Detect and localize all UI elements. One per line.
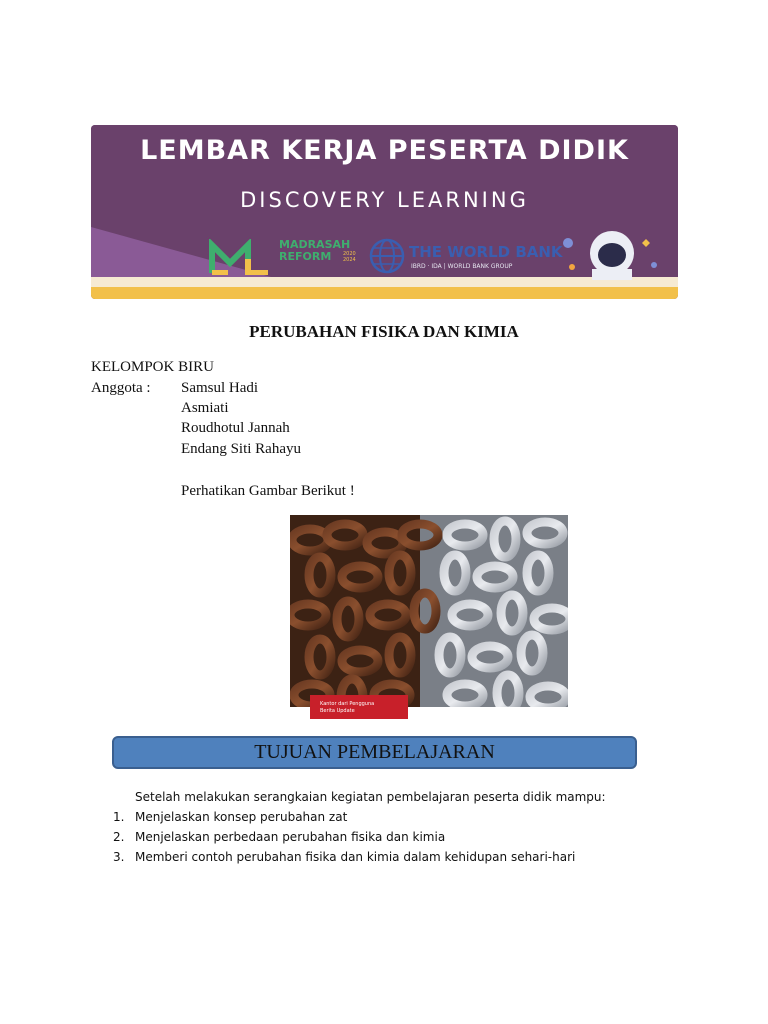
world-bank-globe-icon	[369, 238, 405, 274]
list-item-number: 3.	[113, 850, 125, 864]
member-name: Endang Siti Rahayu	[181, 441, 301, 457]
objectives-intro: Setelah melakukan serangkaian kegiatan pembelajaran peserta didik mampu:	[135, 790, 606, 804]
member-name: Asmiati	[181, 400, 229, 416]
header-banner	[91, 125, 678, 299]
banner-subtitle: DISCOVERY LEARNING	[240, 188, 529, 212]
rusty-and-galvanized-chain-photo	[290, 515, 568, 707]
list-item-text: Menjelaskan konsep perubahan zat	[135, 810, 348, 824]
world-bank-logo-subtext: IBRD · IDA | WORLD BANK GROUP	[411, 263, 513, 270]
objectives-heading: TUJUAN PEMBELAJARAN	[112, 736, 637, 769]
banner-title: LEMBAR KERJA PESERTA DIDIK	[140, 135, 629, 166]
madrasah-reform-logo-icon	[208, 239, 272, 275]
photo-caption-subtext: Berita Update	[320, 708, 355, 714]
banner-stripe-yellow	[91, 287, 678, 299]
list-item-text: Memberi contoh perubahan fisika dan kimia dalam kehidupan sehari-hari	[135, 850, 576, 864]
list-item-number: 2.	[113, 830, 125, 844]
list-item-number: 1.	[113, 810, 125, 824]
members-label: Anggota :	[91, 380, 151, 396]
astronaut-illustration-icon	[556, 225, 666, 280]
member-name: Roudhotul Jannah	[181, 420, 290, 436]
list-item-text: Menjelaskan perbedaan perubahan fisika dan kimia	[135, 830, 446, 844]
instruction-text: Perhatikan Gambar Berikut !	[181, 483, 355, 499]
group-name: KELOMPOK BIRU	[91, 359, 214, 375]
page-title: PERUBAHAN FISIKA DAN KIMIA	[249, 322, 519, 341]
photo-caption	[310, 695, 408, 719]
madrasah-reform-years: 2020 2024	[343, 251, 356, 263]
madrasah-reform-logo-text: MADRASAH REFORM	[279, 238, 351, 263]
world-bank-logo-text: THE WORLD BANK	[409, 243, 563, 261]
list-item	[113, 830, 445, 844]
list-item	[113, 850, 575, 864]
list-item	[113, 810, 347, 824]
member-name: Samsul Hadi	[181, 380, 259, 396]
photo-caption-text: Kantor dari Pengguna	[320, 701, 375, 707]
